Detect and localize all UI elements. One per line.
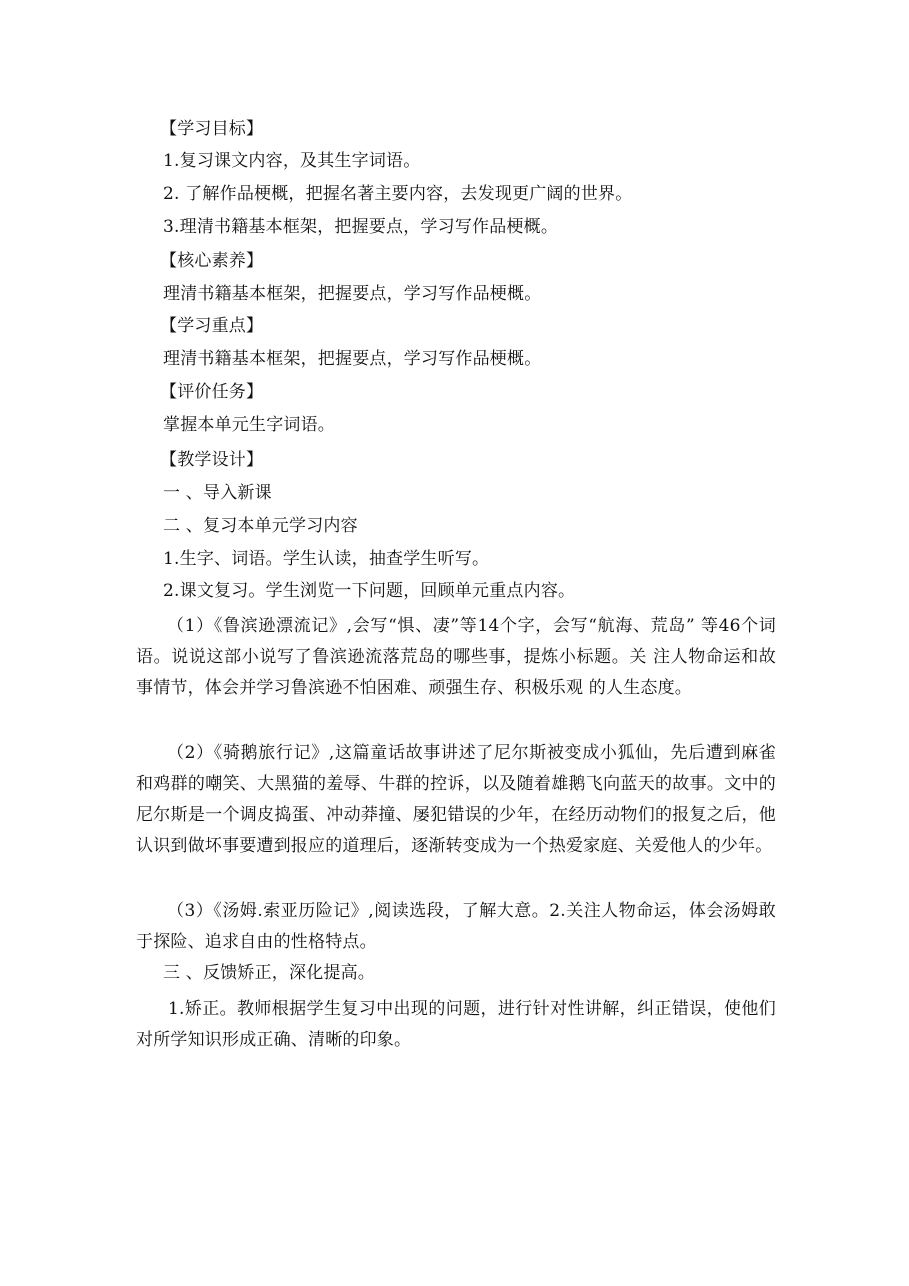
- paragraph-robinson: （1）《鲁滨逊漂流记》,会写“惧、凄”等14个字，会写“航海、荒岛” 等46个词语。说说这部小说写了鲁滨逊流落荒岛的哪些事，提炼小标题。关 注人物命运和故事情节，体会并学习鲁滨逊不怕困难、顽强生存、积极乐观 的人生态度。: [136, 616, 776, 698]
- core-text: 理清书籍基本框架，把握要点，学习写作品梗概。: [163, 284, 542, 304]
- paragraph-nils: （2）《骑鹅旅行记》,这篇童话故事讲述了尼尔斯被变成小狐仙，先后遭到麻雀和鸡群的嘲笑、大黑猫的羞辱、牛群的控诉，以及随着雄鹅飞向蓝天的故事。文中的尼尔斯是一个调皮捣蛋、冲动莽撞、屡犯错误的少年，在经历动物们的报复之后，他认识到做坏事要遭到报应的道理后，逐渐转变成为一个热爱家庭、关爱他人的少年。: [136, 743, 776, 856]
- objective-1: 1.复习课文内容，及其生字词语。: [163, 151, 421, 171]
- design-step-2: 二 、复习本单元学习内容: [163, 516, 358, 536]
- heading-design: 【教学设计】: [160, 450, 264, 470]
- heading-objectives: 【学习目标】: [160, 119, 264, 139]
- design-step-3: 三 、反馈矫正，深化提高。: [163, 963, 376, 983]
- objective-3: 3.理清书籍基本框架，把握要点，学习写作品梗概。: [163, 217, 559, 237]
- heading-evaluation: 【评价任务】: [160, 382, 264, 402]
- objective-2: 2. 了解作品梗概，把握名著主要内容，去发现更广阔的世界。: [163, 184, 633, 204]
- design-item-1: 1.生字、词语。学生认读，抽查学生听写。: [163, 549, 490, 569]
- evaluation-text: 掌握本单元生字词语。: [163, 415, 335, 435]
- design-step-1: 一 、导入新课: [163, 483, 272, 503]
- heading-focus: 【学习重点】: [160, 316, 264, 336]
- focus-text: 理清书籍基本框架，把握要点，学习写作品梗概。: [163, 349, 542, 369]
- paragraph-tom: （3）《汤姆.索亚历险记》,阅读选段，了解大意。2.关注人物命运，体会汤姆敢于探险、追求自由的性格特点。: [136, 901, 776, 952]
- design-item-2: 2.课文复习。学生浏览一下问题，回顾单元重点内容。: [163, 581, 576, 601]
- heading-core: 【核心素养】: [160, 251, 264, 271]
- paragraph-correction: 1.矫正。教师根据学生复习中出现的问题，进行针对性讲解，纠正错误，使他们对所学知识形成正确、清晰的印象。: [136, 999, 776, 1050]
